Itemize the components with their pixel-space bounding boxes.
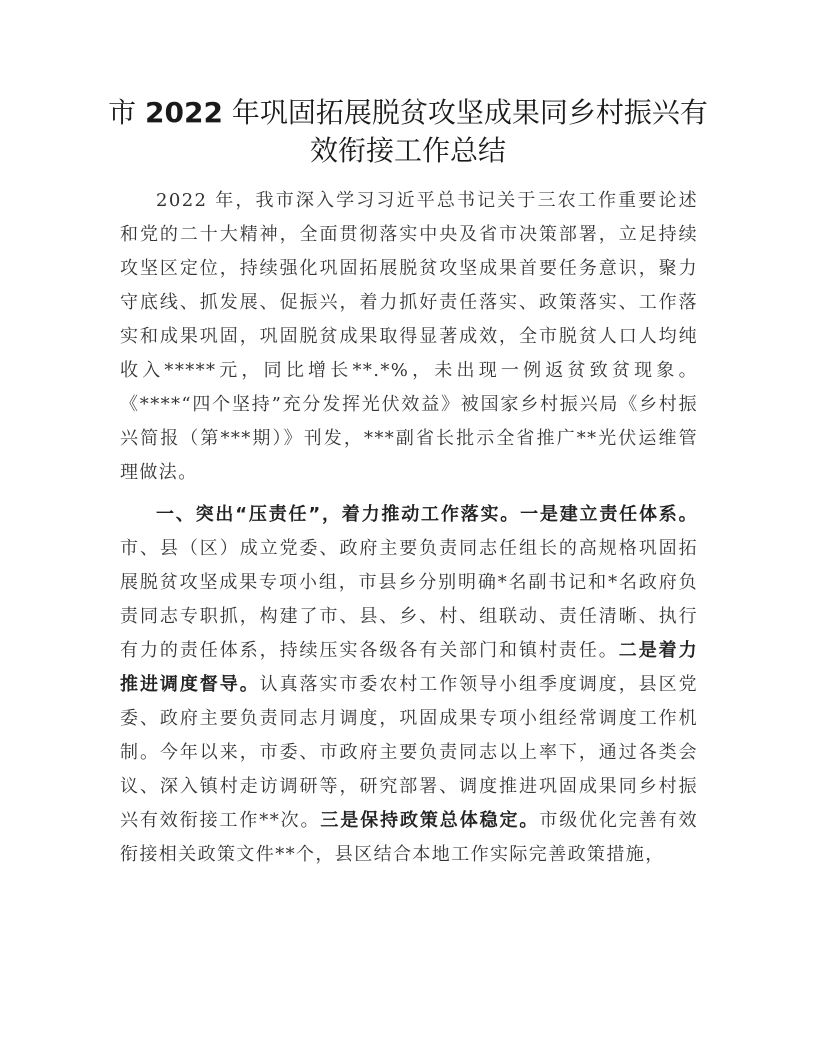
point-one-text: 市、县（区）成立党委、政府主要负责同志任组长的高规格巩固拓展脱贫攻坚成果专项小组，市县乡分别明确*名副书记和*名政府负责同志专职抓，构建了市、县、乡、村、组联动、责任清晰、执行有力的责任体系，持续压实各级各有关部门和镇村责任。 bbox=[120, 538, 698, 661]
title-rest: 年巩固拓展脱贫攻坚成果同乡村振兴有效衔接工作总结 bbox=[222, 96, 708, 167]
title-prefix: 市 bbox=[108, 96, 146, 129]
document-body bbox=[120, 184, 698, 872]
point-three-title: 三是保持政策总体稳定。 bbox=[320, 810, 540, 831]
point-two-text: 认真落实市委农村工作领导小组季度调度，县区党委、政府主要负责同志月调度，巩固成果专项小组经常调度工作机制。今年以来，市委、市政府主要负责同志以上率下，通过各类会议、深入镇村走访调研等，研究部署、调度推进巩固成果同乡村振兴有效衔接工作**次。 bbox=[120, 674, 698, 831]
title-year: 2022 bbox=[145, 96, 223, 129]
point-two-title: 二是着力推进调度督导。 bbox=[120, 640, 698, 695]
intro-paragraph: 2022 年，我市深入学习习近平总书记关于三农工作重要论述和党的二十大精神，全面贯彻落实中央及省市决策部署，立足持续攻坚区定位，持续强化巩固拓展脱贫攻坚成果首要任务意识，聚力守底线、抓发展、促振兴，着力抓好责任落实、政策落实、工作落实和成果巩固，巩固脱贫成果取得显著成效，全市脱贫人口人均纯收入*****元，同比增长**.*%，未出现一例返贫致贫现象。《****“四个坚持”充分发挥光伏效益》被国家乡村振兴局《乡村振兴简报（第***期）》刊发，***副省长批示全省推广**光伏运维管理做法。 bbox=[120, 190, 698, 483]
point-one-title: 一是建立责任体系。 bbox=[520, 504, 698, 525]
point-three-text: 市级优化完善有效衔接相关政策文件**个，县区结合本地工作实际完善政策措施， bbox=[120, 810, 699, 865]
section-one-heading: 一、突出“压责任”，着力推动工作落实。 bbox=[156, 504, 521, 525]
section-one-paragraph bbox=[120, 498, 698, 872]
document-title bbox=[100, 94, 716, 170]
